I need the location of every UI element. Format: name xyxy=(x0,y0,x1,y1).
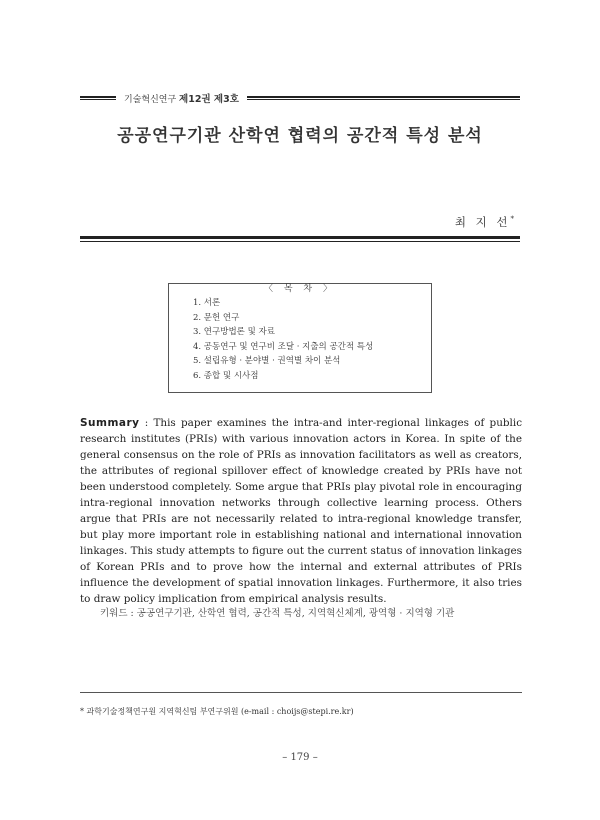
toc-item: 4. 공동연구 및 연구비 조달 · 지출의 공간적 특성 xyxy=(193,341,374,352)
title-divider xyxy=(80,236,520,242)
toc-item: 3. 연구방법론 및 자료 xyxy=(193,327,275,337)
journal-issue: 제12권 제3호 xyxy=(179,94,239,105)
journal-name: 기술혁신연구 xyxy=(124,95,177,105)
toc-item: 2. 문헌 연구 xyxy=(193,312,240,323)
header-rule-right xyxy=(247,96,520,100)
page-number: – 179 – xyxy=(282,752,318,763)
toc-heading: 〈 목 차 〉 xyxy=(258,284,342,294)
author xyxy=(455,214,514,230)
toc-list xyxy=(193,296,373,383)
footnote-divider xyxy=(80,692,522,693)
table-of-contents xyxy=(168,283,432,393)
summary-separator: : xyxy=(139,417,154,429)
abstract xyxy=(80,415,522,607)
author-name: 최 지 선 xyxy=(454,215,511,229)
journal-label xyxy=(116,91,247,105)
author-footnote-mark: * xyxy=(510,215,514,224)
toc-item: 6. 종합 및 시사점 xyxy=(193,370,259,381)
toc-item: 1. 서론 xyxy=(193,298,221,308)
toc-heading-wrap xyxy=(169,276,431,295)
toc-item: 5. 설립유형 · 분야별 · 권역별 차이 분석 xyxy=(193,356,341,366)
summary-label: Summary xyxy=(80,417,140,429)
summary-text: This paper examines the intra-and inter-regional linkages of public research institutes (PRIs) with various innovation actors in Korea. In spite of the general consensus on the role of PRIs as innovation facilitators as well as creators, the attributes of regional spillover effect of knowledge created by PRIs have not been understood completely. Some argue that PRIs play pivotal role in encouraging intra-regional innovation networks through collective learning process. Others argue that PRIs are not necessarily related to intra-regional knowledge transfer, but play more important role in establishing national and international innovation linkages. This study attempts to figure out the current status of innovation linkages of Korean PRIs and to prove how the internal and external attributes of PRIs influence the development of spatial innovation linkages. Furthermore, it also tries to draw policy implication from empirical analysis results. xyxy=(80,417,523,605)
header-rule-left xyxy=(80,96,116,100)
journal-header xyxy=(80,91,520,105)
paper-title: 공공연구기관 산학연 협력의 공간적 특성 분석 xyxy=(117,126,483,146)
author-footnote: * 과학기술정책연구원 지역혁신팀 부연구위원 (e-mail : choijs@stepi.re.kr) xyxy=(80,707,354,716)
keywords: 키워드 : 공공연구기관, 산학연 협력, 공간적 특성, 지역혁신체계, 광역형 · 지역형 기관 xyxy=(100,608,455,619)
